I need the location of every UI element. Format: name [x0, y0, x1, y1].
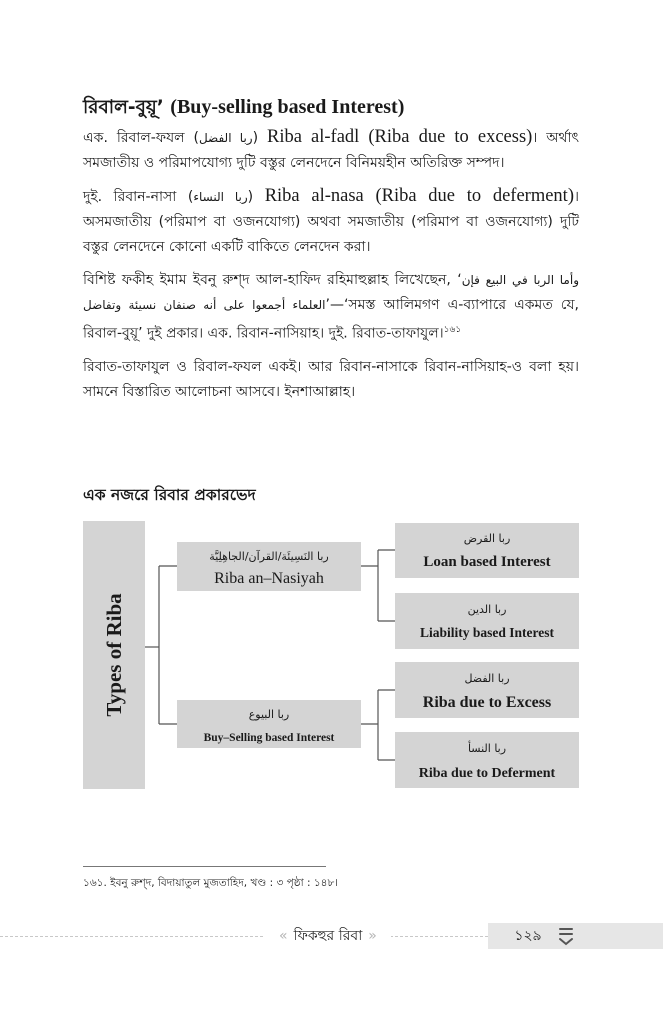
running-head: « ফিকহুর রিবা »	[265, 924, 391, 948]
p2-mid: )	[247, 189, 265, 205]
branch-nasiyah-arabic: ربا النَسِيئَة/القرآن/الجاهِلِيَّة	[209, 550, 329, 563]
p2-latin: Riba al-nasa (Riba due to deferment)	[264, 186, 574, 206]
leaf-deferment-arabic: ربا النسأ	[467, 742, 507, 755]
paragraph-riba-al-fadl	[83, 125, 579, 176]
menu-lines-icon[interactable]	[558, 926, 574, 946]
diagram-heading: এক নজরে রিবার প্রকারভেদ	[83, 486, 256, 504]
p3-rest: ’—‘সমস্ত আলিমগণ এ-ব্যাপারে একমত যে, রিবাল-বুয়ূ’ দুই প্রকার। এক. রিবান-নাসিয়াহ। দুই. রিবাত-তাফাযুল।	[83, 297, 579, 342]
paragraph-riba-al-nasa	[83, 184, 579, 260]
p3-prefix: বিশিষ্ট ফকীহ ইমাম ইবনু রুশ্‌দ আল-হাফিদ রহিমাহুল্লাহ লিখেছেন, ‘	[83, 272, 462, 288]
leaf-liability-english: Liability based Interest	[419, 625, 555, 640]
heading-en: (Buy-selling based Interest)	[170, 96, 405, 118]
main-content	[83, 92, 579, 413]
footnote-ref[interactable]: ১৬১	[443, 325, 462, 335]
section-heading	[83, 92, 579, 123]
leaf-deferment-english: Riba due to Deferment	[418, 766, 556, 781]
p1-arabic: ربا الفضل	[198, 131, 253, 145]
paragraph-conclusion: রিবাত-তাফাযুল ও রিবাল-ফযল একই। আর রিবান-নাসাকে রিবান-নাসিয়াহ-ও বলা হয়। সামনে বিস্তারিত আলোচনা আসবে। ইনশাআল্লাহ।	[83, 358, 579, 400]
root-label: Types of Riba	[102, 593, 126, 717]
branch-buyu-english: Buy–Selling based Interest	[203, 732, 335, 744]
p2-arabic: ربا النساء	[193, 190, 248, 204]
page-number: ১২৯	[514, 928, 542, 944]
branch-nasiyah-english: Riba an–Nasiyah	[214, 570, 324, 587]
p1-latin: Riba al-fadl (Riba due to excess)	[267, 127, 533, 147]
p2-prefix: দুই. রিবান-নাসা (	[83, 189, 194, 205]
leaf-liability-arabic: ربا الدين	[467, 603, 507, 616]
footnote-161: ১৬১. ইবনু রুশ্‌দ, বিদায়াতুল মুজতাহিদ, খণ্ড : ৩ পৃষ্ঠা : ১৪৮।	[83, 877, 339, 889]
footnote-divider	[83, 866, 326, 867]
leaf-loan-english: Loan based Interest	[423, 554, 551, 570]
p2-rest: । অসমজাতীয় (পরিমাপ বা ওজনযোগ্য) অথবা সমজাতীয় (পরিমাপ বা ওজনযোগ্য) দুটি বস্তুর লেনদেনে কোনো একটি বাকিতে লেনদেন করা।	[83, 189, 579, 255]
p1-prefix: এক. রিবাল-ফযল (	[83, 130, 199, 146]
p1-rest: । অর্থাৎ সমজাতীয় ও পরিমাপযোগ্য দুটি বস্তুর লেনদেনে বিনিময়হীন অতিরিক্ত সম্পদ।	[83, 130, 579, 171]
riba-types-diagram	[83, 519, 579, 791]
branch-buyu-arabic: ربا البيوع	[248, 708, 290, 721]
leaf-loan-arabic: ربا القرض	[463, 532, 511, 545]
heading-bn: রিবাল-বুয়ূ’	[83, 97, 164, 118]
leaf-excess-english: Riba due to Excess	[422, 694, 552, 711]
paragraph-ibn-rushd-quote	[83, 268, 579, 347]
p1-mid: )	[252, 130, 267, 146]
leaf-liability-box	[395, 593, 579, 649]
leaf-excess-arabic: ربا الفضل	[464, 672, 510, 685]
p3-arabic: وأما الربا في البيع فإن العلماء أجمعوا على أنه صنفان نسيئة وتفاضل	[83, 273, 579, 312]
